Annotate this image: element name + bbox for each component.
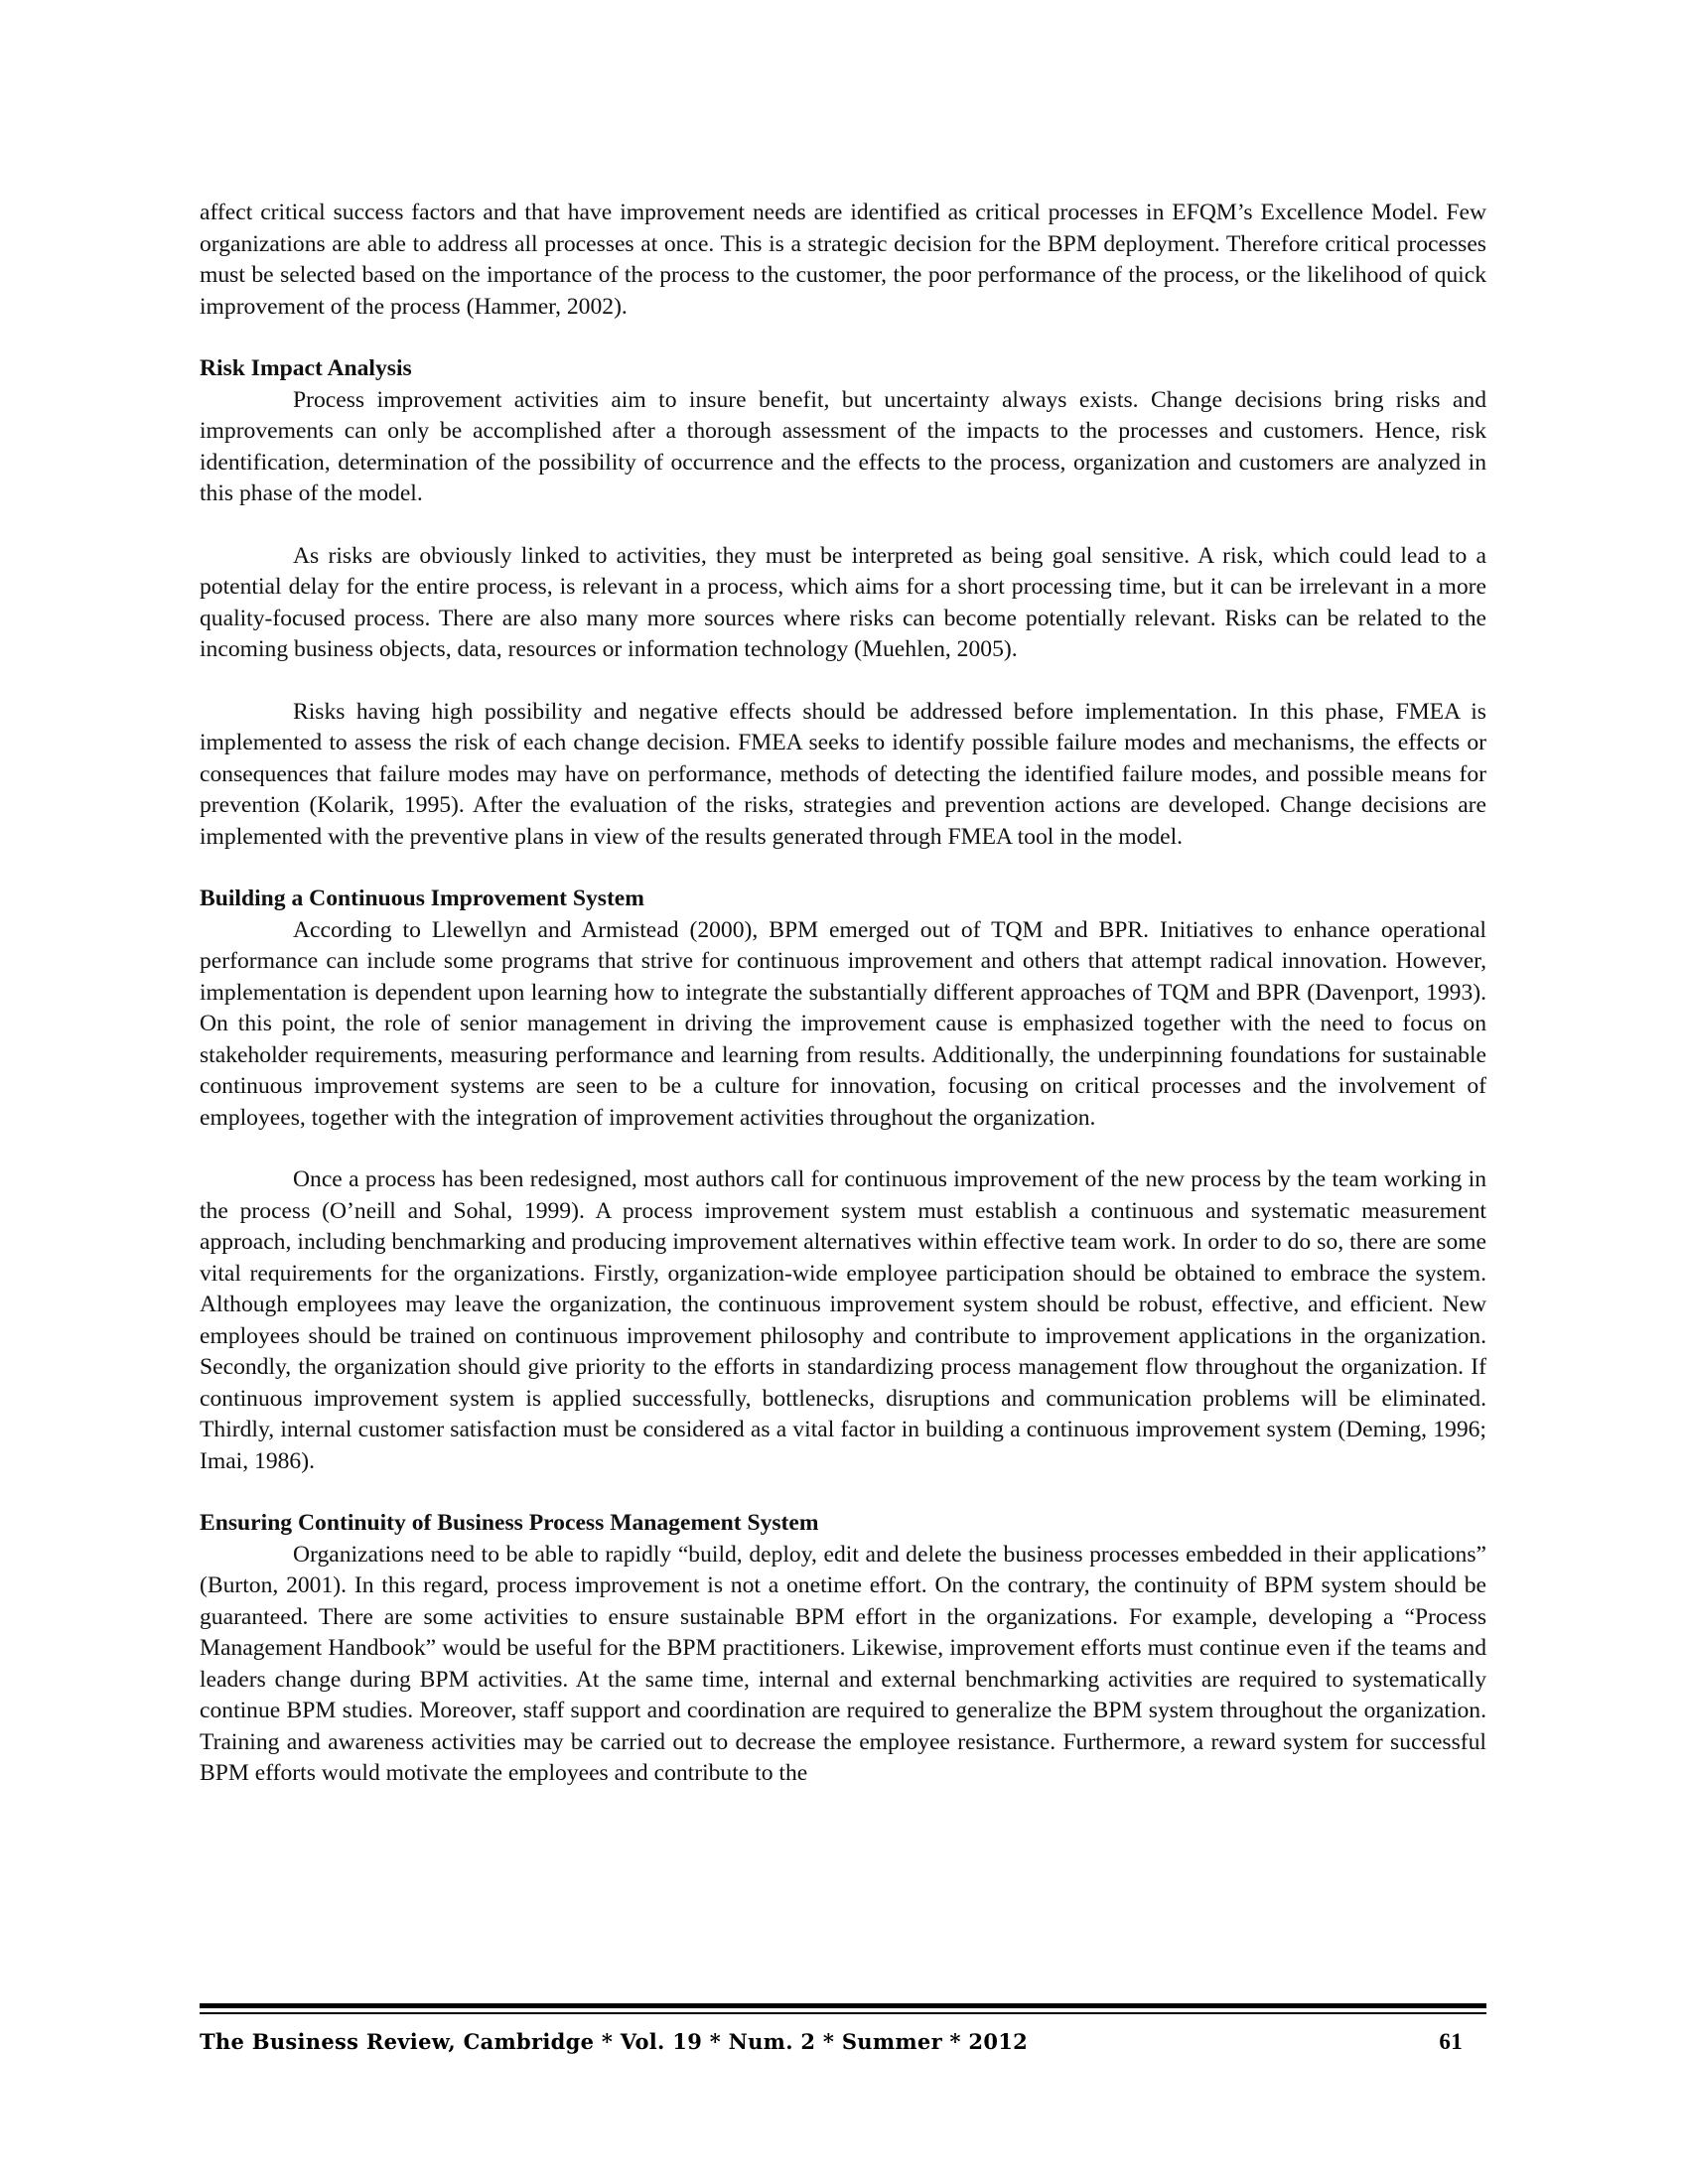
heading-continuous-improvement: Building a Continuous Improvement System — [200, 886, 644, 911]
heading-risk-impact-analysis: Risk Impact Analysis — [200, 355, 412, 381]
heading-continuity-bpm: Ensuring Continuity of Business Process Management System — [200, 1510, 819, 1536]
footer-rule-thin — [200, 2012, 1486, 2014]
article-body — [200, 198, 1486, 1790]
page-footer — [200, 2029, 1486, 2055]
page-number: 61 — [1439, 2029, 1463, 2054]
footer-rule-thick — [200, 2003, 1486, 2008]
journal-citation: The Business Review, Cambridge * Vol. 19 * Num. 2 * Summer * 2012 — [200, 2029, 1029, 2054]
paragraph-ci-1: According to Llewellyn and Armistead (2000), BPM emerged out of TQM and BPR. Initiatives to enhance operational performance can include some programs that strive for continuous improvement and others that attempt radical innovation. However, implementation is dependent upon learning how to integrate the substantially different approaches of TQM and BPR (Davenport, 1993). On this point, the role of senior management in driving the improvement cause is emphasized together with the need to focus on stakeholder requirements, measuring performance and learning from results. Additionally, the underpinning foundations for sustainable continuous improvement systems are seen to be a culture for innovation, focusing on critical processes and the involvement of employees, together with the integration of improvement activities throughout the organization. — [200, 916, 1486, 1131]
paragraph-risk-3: Risks having high possibility and negative effects should be addressed before implementation. In this phase, FMEA is implemented to assess the risk of each change decision. FMEA seeks to identify possible failure modes and mechanisms, the effects or consequences that failure modes may have on performance, methods of detecting the identified failure modes, and possible means for prevention (Kolarik, 1995). After the evaluation of the risks, strategies and prevention actions are developed. Change decisions are implemented with the preventive plans in view of the results generated through FMEA tool in the model. — [200, 698, 1486, 850]
paragraph-ci-2: Once a process has been redesigned, most authors call for continuous improvement of the new process by the team working in the process (O’neill and Sohal, 1999). A process improvement system must establish a continuous and systematic measurement approach, including benchmarking and producing improvement alternatives within effective team work. In order to do so, there are some vital requirements for the organizations. Firstly, organization-wide employee participation should be obtained to embrace the system. Although employees may leave the organization, the continuous improvement system should be robust, effective, and efficient. New employees should be trained on continuous improvement philosophy and contribute to improvement applications in the organization. Secondly, the organization should give priority to the efforts in standardizing process management flow throughout the organization. If continuous improvement system is applied successfully, bottlenecks, disruptions and communication problems will be eliminated. Thirdly, internal customer satisfaction must be considered as a vital factor in building a continuous improvement system (Deming, 1996; Imai, 1986). — [200, 1166, 1486, 1474]
paragraph-continuity-1: Organizations need to be able to rapidly “build, deploy, edit and delete the business processes embedded in their applications” (Burton, 2001). In this regard, process improvement is not a onetime effort. On the contrary, the continuity of BPM system should be guaranteed. There are some activities to ensure sustainable BPM effort in the organizations. For example, developing a “Process Management Handbook” would be useful for the BPM practitioners. Likewise, improvement efforts must continue even if the teams and leaders change during BPM activities. At the same time, internal and external benchmarking activities are required to systematically continue BPM studies. Moreover, staff support and coordination are required to generalize the BPM system throughout the organization. Training and awareness activities may be carried out to decrease the employee resistance. Furthermore, a reward system for successful BPM efforts would motivate the employees and contribute to the — [200, 1541, 1486, 1786]
paragraph-risk-2: As risks are obviously linked to activities, they must be interpreted as being goal sensitive. A risk, which could lead to a potential delay for the entire process, is relevant in a process, which aims for a short processing time, but it can be irrelevant in a more quality-focused process. There are also many more sources where risks can become potentially relevant. Risks can be related to the incoming business objects, data, resources or information technology (Muehlen, 2005). — [200, 542, 1486, 662]
paragraph-intro-continued: affect critical success factors and that have improvement needs are identified as critical processes in EFQM’s Excellence Model. Few organizations are able to address all processes at once. This is a strategic decision for the BPM deployment. Therefore critical processes must be selected based on the importance of the process to the customer, the poor performance of the process, or the likelihood of quick improvement of the process (Hammer, 2002). — [200, 200, 1486, 320]
paragraph-risk-1: Process improvement activities aim to insure benefit, but uncertainty always exists. Change decisions bring risks and improvements can only be accomplished after a thorough assessment of the impacts to the processes and customers. Hence, risk identification, determination of the possibility of occurrence and the effects to the process, organization and customers are analyzed in this phase of the model. — [200, 386, 1486, 506]
